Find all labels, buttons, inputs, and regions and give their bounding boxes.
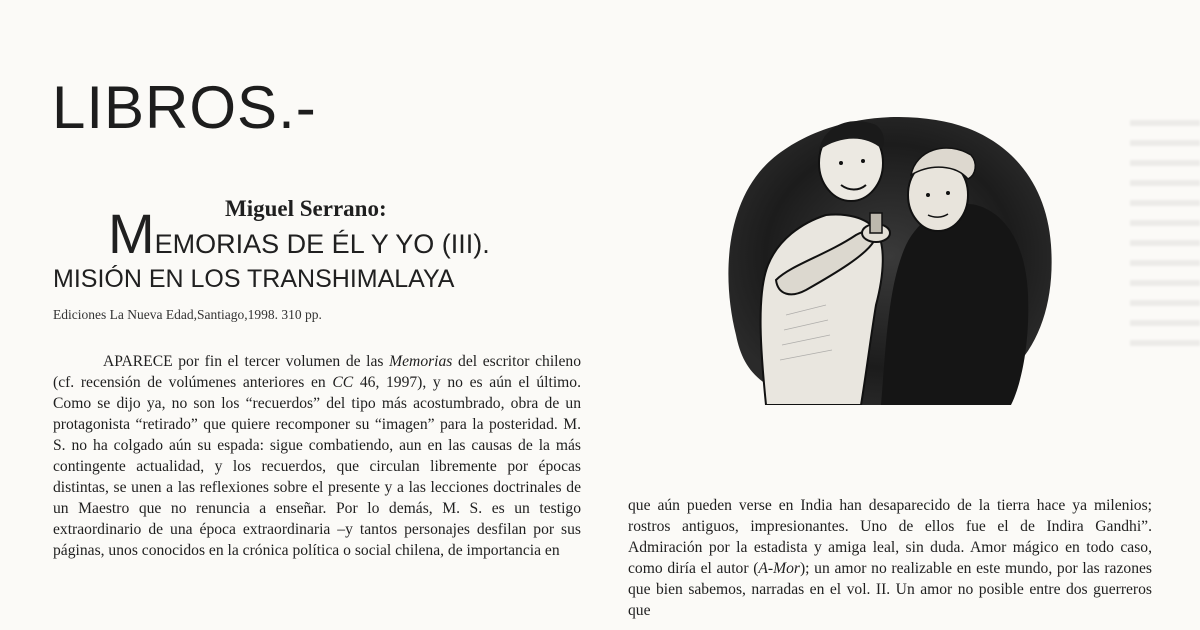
left-column <box>53 351 581 561</box>
continued-paragraph <box>628 495 1152 621</box>
memorias-italic: Memorias <box>389 353 453 370</box>
review-paragraph <box>53 351 581 561</box>
paragraph-text: ); un amor no realizable en este mundo, por las razones que bien sabemos, narradas en el vol. II. Un amor no posible entre dos guerreros que <box>628 560 1152 619</box>
paragraph-lead: APARECE por fin el tercer volumen de las <box>103 353 390 370</box>
review-author: Miguel Serrano: <box>225 196 387 221</box>
paragraph-text: del escritor chileno (cf. recensión de volúmenes anteriores en <box>53 353 581 391</box>
amor-italic: A-Mor <box>758 560 800 577</box>
bleed-through-shadow <box>1130 120 1200 360</box>
cc-italic: CC <box>332 374 354 391</box>
book-title-initial: M <box>108 202 155 265</box>
right-column <box>628 495 1152 621</box>
paragraph-body: 46, 1997), y no es aún el último. Como se dijo ya, no son los “recuerdos” del tipo más acostumbrado, obra de un protagonista “retirado” que quiere recomponer su “imagen” para la posteridad. M. S. no ha colgado aún su espada: sigue combatiendo, aun en las causas de la más contingente actualidad, y los recuerdos, que circulan libremente por épocas distintas, se unen a las reflexiones sobre el presente y a las lecciones doctrinales de un Maestro que no renuncia a enseñar. Por lo demás, M. S. es un testigo extraordinario de una época extraordinaria –y tantos personajes desfilan por sus páginas, unos conocidos en la crónica política o social chilena, de importancia en <box>53 374 581 559</box>
book-title-rest: EMORIAS DE ÉL Y YO (III). <box>154 229 490 259</box>
book-subtitle: MISIÓN EN LOS TRANSHIMALAYA <box>53 265 455 293</box>
publication-info: Ediciones La Nueva Edad,Santiago,1998. 310 pp. <box>53 307 322 322</box>
paragraph-text: que aún pueden verse en India han desaparecido de la tierra hace ya milenios; rostros antiguos, impresionantes. Uno de ellos fue el de Indira Gandhi”. Admiración por la estadista y amiga leal, sin duda. Amor mágico en todo caso, como diría el autor ( <box>628 497 1152 577</box>
section-title: LIBROS.- <box>52 74 317 141</box>
ink-drawing-two-figures-icon <box>716 105 1058 405</box>
